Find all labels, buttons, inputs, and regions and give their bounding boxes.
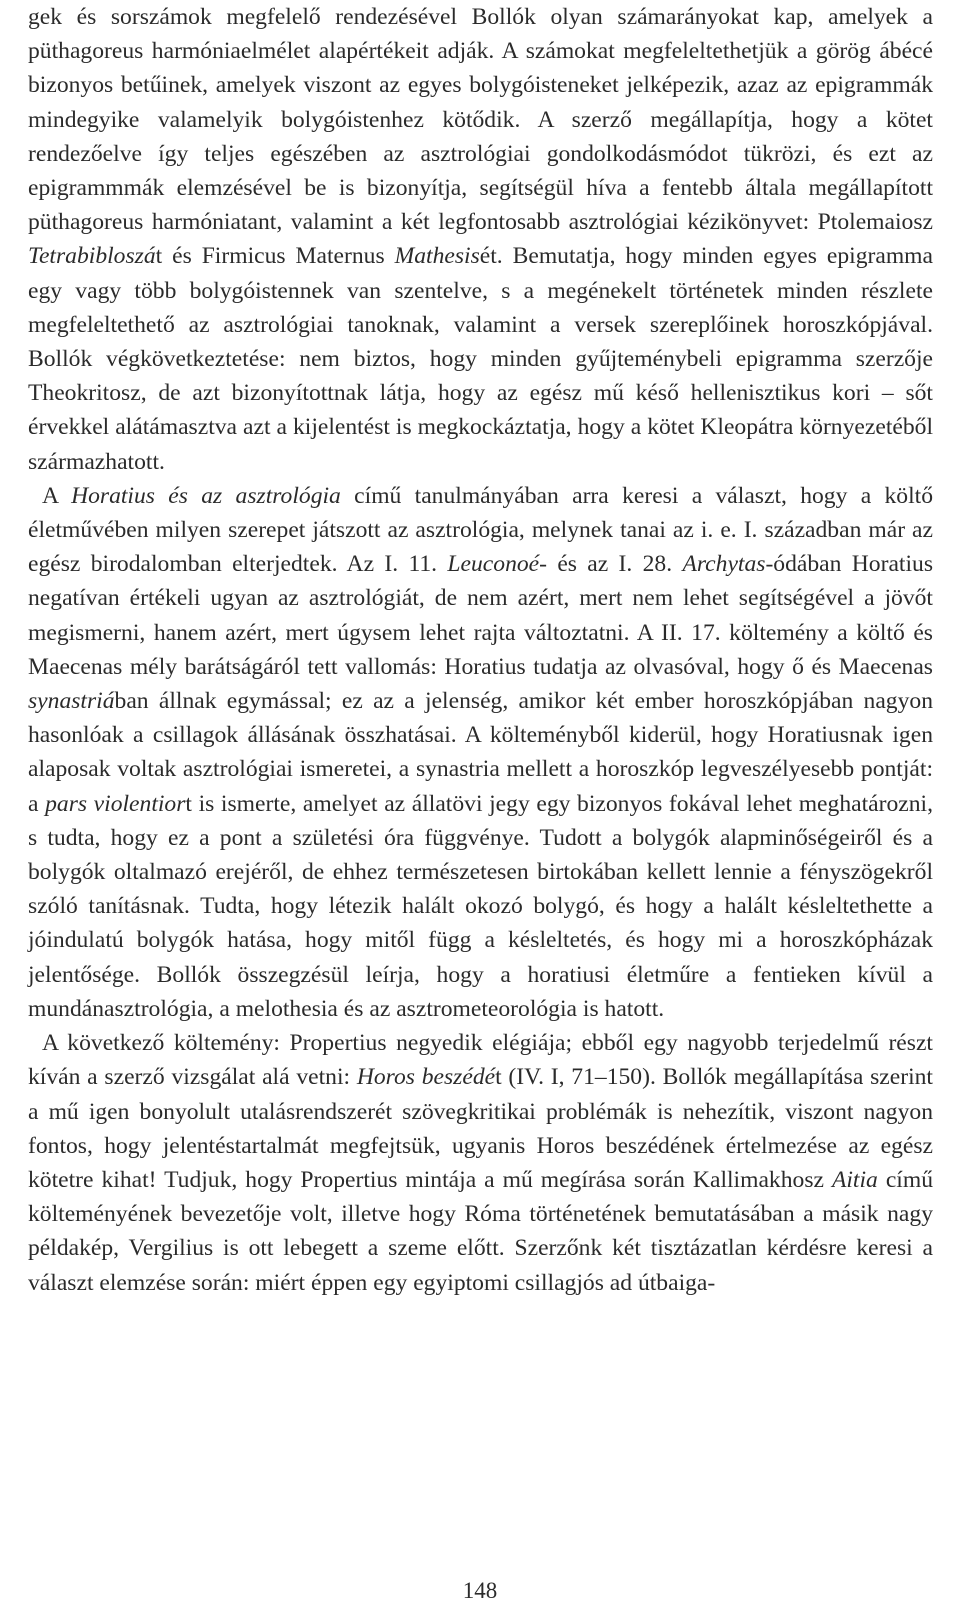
text-run: -ódában Horatius negatívan értékeli ugyan az asztrológiát, de nem azért, mert nem lehet segítségével a jövőt megismerni, hanem azért, mert úgysem lehet rajta változtatni. A II. 17. költemény a költő és Maecenas mély barátságáról tett vallomás: Horatius tudatja az olvasóval, hogy ő és Maecenas (28, 551, 934, 680)
text-run: A (42, 482, 72, 509)
italic-title-text: Aitia (831, 1166, 878, 1193)
italic-title-text: Horos beszédé (356, 1064, 496, 1091)
text-run: című tanulmányában arra keresi a választ, hogy a költő életművében milyen szerepet játszott az asztrológia, melynek tanai az i. e. I. században már az egész birodalomban elterjedtek. Az I. 11. (28, 482, 934, 578)
text-run: t és Firmicus Maternus (155, 243, 395, 270)
paragraph-3 (28, 1026, 933, 1300)
text-run: című költeményének bevezetője volt, illetve hogy Róma történetének bemutatásában a másik nagy példakép, Vergilius is ott lebegett a szeme előtt. Szerzőnk két tisztázatlan kérdésre keresi a választ elemzése során: miért éppen egy egyiptomi csillagjós ad útbaiga- (28, 1166, 933, 1296)
italic-title-text: Leuconoé- (447, 551, 547, 578)
text-run: A következő költemény: Propertius negyedik elégiája; ebből egy nagyobb terjedelmű részt kíván a szerző vizsgálat alá vetni: (28, 1030, 933, 1091)
italic-title-text: Mathesis (394, 243, 480, 270)
text-run: gek és sorszámok megfelelő rendezésével Bollók olyan számarányokat kap, amelyek a püthagoreus harmóniaelmélet alapértékeit adják. A számokat megfeleltethetjük a görög ábécé bizonyos betűinek, amelyek viszont az egyes bolygóisteneket jelképezik, azaz az epigrammák mindegyike valamelyik bolygóistenhez kötődik. A szerző megállapítja, hogy a kötet rendezőelve így teljes egészében az asztrológiai gondolkodásmódot tükrözi, és ezt az epigrammmák elemzésével be is bizonyítja, segítségül híva a fentebb általa megállapított püthagoreus harmóniatant, valamint a két legfontosabb asztrológiai kézikönyvet: Ptolemaiosz (28, 4, 933, 236)
italic-title-text: synastriá (28, 688, 115, 715)
body-text (28, 0, 933, 1300)
italic-title-text: pars violentior (45, 790, 186, 817)
italic-title-text: Archytas (682, 551, 766, 578)
italic-title-text: Horatius és az asztrológia (71, 482, 341, 509)
text-run: és az I. 28. (547, 551, 683, 578)
text-run: ban állnak egymással; ez az a jelenség, amikor két ember horoszkópjában nagyon hasonlóak a csillagok állásának összhatásai. A költeményből kiderül, hogy Horatiusnak igen alaposak voltak asztrológiai ismeretei, a synastria mellett a horoszkóp legveszélyesebb pontját: a (28, 688, 933, 817)
italic-title-text: Tetrabibloszá (28, 243, 156, 270)
paragraph-2 (28, 479, 933, 1026)
text-run: t (IV. I, 71–150). Bollók megállapítása szerint a mű igen bonyolult utalásrendszerét szövegkritikai problémák is nehezítik, viszont nagyon fontos, hogy jelentéstartalmát megfejtsük, ugyanis Horos beszédének értelmezése az egész kötetre kihat! Tudjuk, hogy Propertius mintája a mű megírása során Kallimakhosz (28, 1064, 933, 1193)
text-run: ét. Bemutatja, hogy minden egyes epigramma egy vagy több bolygóistennek van szentelve, s a megénekelt történetek minden részlete megfeleltethető az asztrológiai tanoknak, valamint a versek szereplőinek horoszkópjával. Bollók végkövetkeztetése: nem biztos, hogy minden gyűjteménybeli epigramma szerzője Theokritosz, de azt bizonyítottnak látja, hogy az egész mű késő hellenisztikus kori – sőt érvekkel alátámasztva azt a kijelentést is megkockáztatja, hogy a kötet Kleopátra környezetéből származhatott. (28, 243, 933, 475)
paragraph-1 (28, 0, 933, 479)
page-number: 148 (462, 1578, 498, 1603)
text-run: t is ismerte, amelyet az állatövi jegy egy bizonyos fokával lehet meghatározni, s tudta, hogy ez a pont a születési óra függvénye. Tudott a bolygók alapminőségeiről és a bolygók oltalmazó erejéről, de ehhez természetesen birtokában kellett lennie a fényszögekről szóló tanításnak. Tudta, hogy létezik halált okozó bolygó, és hogy a halált késleltethette a jóindulatú bolygók hatása, hogy mitől függ a késleltetés, és hogy mi a horoszkópházak jelentősége. Bollók összegzésül leírja, hogy a horatiusi életműre a fentieken kívül a mundánasztrológia, a melothesia és az asztrometeorológia is hatott. (28, 790, 933, 1022)
